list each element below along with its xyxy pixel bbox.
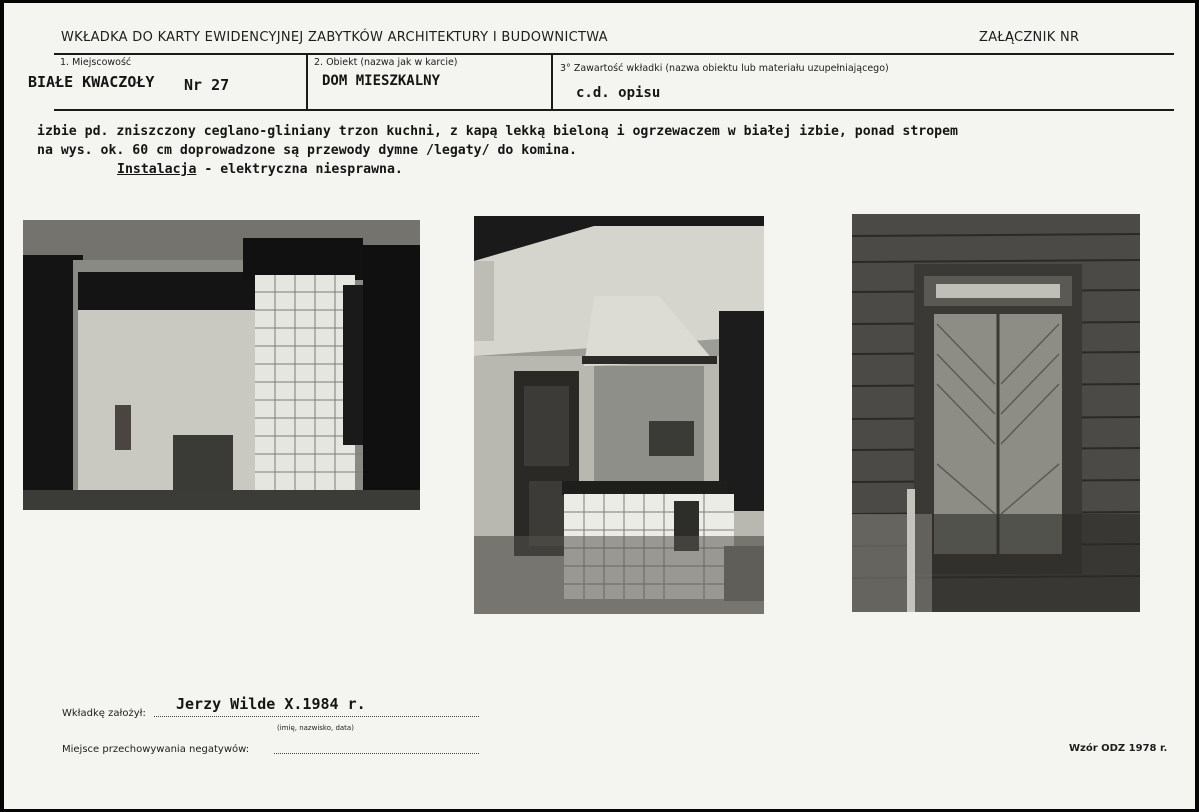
object-label: 2. Obiekt (nazwa jak w karcie) [314, 57, 458, 68]
field-divider [551, 55, 553, 110]
author-label: Wkładkę założył: [62, 708, 146, 719]
field-divider [306, 55, 308, 110]
negatives-label: Miejsce przechowywania negatywów: [62, 744, 250, 755]
author-line [154, 716, 479, 717]
section-text: - elektryczna niesprawna. [196, 162, 403, 177]
negatives-line [274, 753, 479, 754]
description-line: izbie pd. zniszczony ceglano-gliniany trzon kuchni, z kapą lekką bieloną i ogrzewaczem w białej izbie, ponad stropem [37, 124, 958, 139]
description-line: na wys. ok. 60 cm doprowadzone są przewody dymne /legaty/ do komina. [37, 143, 577, 158]
content-value: c.d. opisu [576, 85, 661, 101]
locality-label: 1. Miejscowość [60, 57, 132, 68]
fields-rule [54, 109, 1174, 111]
stove-room-photo [23, 220, 420, 510]
object-value: DOM MIESZKALNY [322, 73, 441, 89]
annex-label: ZAŁĄCZNIK NR [979, 30, 1080, 45]
form-code: Wzór ODZ 1978 r. [1069, 743, 1168, 754]
author-hint: (imię, nazwisko, data) [277, 724, 354, 732]
kitchen-hearth-photo [474, 216, 764, 614]
locality-value: BIAŁE KWACZOŁY [28, 73, 155, 91]
record-number: Nr 27 [184, 76, 230, 94]
header-rule [54, 53, 1174, 55]
form-title: WKŁADKA DO KARTY EWIDENCYJNEJ ZABYTKÓW ARCHITEKTURY I BUDOWNICTWA [61, 30, 608, 45]
author-value: Jerzy Wilde X.1984 r. [176, 695, 366, 713]
content-label: 3° Zawartość wkładki (nazwa obiektu lub materiału uzupełniającego) [560, 63, 889, 74]
description-line [117, 162, 403, 177]
wooden-door-photo [852, 214, 1140, 612]
record-sheet [4, 3, 1195, 809]
section-heading: Instalacja [117, 162, 197, 177]
